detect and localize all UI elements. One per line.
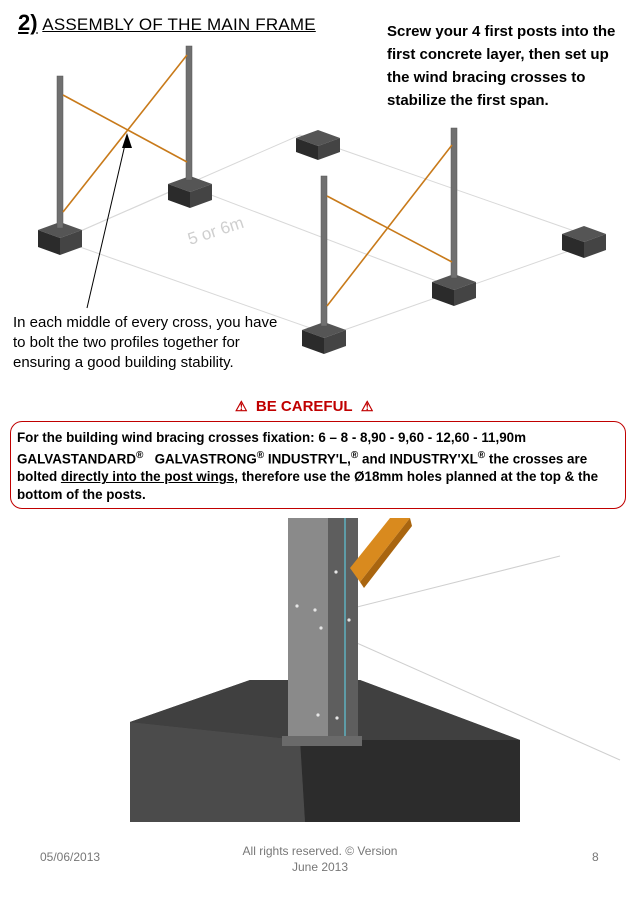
post-side [328,518,358,746]
warning-text-mid: the crosses are bolted [17,451,588,485]
floor-outline [60,135,600,335]
post-face [288,518,328,746]
warning-title [235,398,373,415]
warning-emphasis: directly into the post wings, [60,469,238,485]
registered-mark: ® [256,450,265,461]
callout-arrow [87,133,132,308]
brand-galvastandard: GALVASTANDARD [17,451,137,467]
footer-page-number: 8 [592,850,599,864]
brand-and: and [362,451,386,467]
registered-mark: ® [350,450,359,461]
post-1 [57,76,63,228]
post-4 [451,128,457,278]
block-mid-back [296,130,340,160]
warning-intro: For the building wind bracing crosses fixation: 6 – 8 - 8,90 - 9,60 - 12,60 - 11,90m [17,430,527,445]
footer-rights: All rights reserved. © Version June 2013 [242,844,398,874]
post-base-render [0,512,640,822]
brand-industryl: INDUSTRY'L, [267,451,351,467]
page-heading [18,10,316,36]
instruction-text: Screw your 4 first posts into the first concrete layer, then set up the wind bracing crosses to stabilize the first span. [387,23,616,109]
registered-mark: ® [136,450,144,461]
post-2 [186,46,192,180]
warning-title-text: BE CAREFUL [255,398,353,415]
brand-galvastrong: GALVASTRONG [154,451,257,467]
dimension-label: 5 or 6m [185,212,247,249]
callout-text: In each middle of every cross, you have to bolt the two profiles together for ensuring a good building stability. [13,314,278,371]
warning-box [10,421,626,509]
heading-number: 2) [18,10,38,35]
block-right-far [562,226,606,258]
block-left-back [168,176,212,208]
registered-mark: ® [477,450,486,461]
block-center-front [302,322,346,354]
block-right-back [432,274,476,306]
heading-title: ASSEMBLY OF THE MAIN FRAME [42,15,316,34]
footer-date: 05/06/2013 [40,850,101,864]
warning-icon: ⚠ [235,398,248,414]
warning-text-end: therefore use the Ø18mm holes planned at the top & the bottom of the posts. [17,469,599,503]
brand-industryxl: INDUSTRY'XL [389,451,478,467]
post-3 [321,176,327,326]
warning-icon: ⚠ [360,398,374,414]
